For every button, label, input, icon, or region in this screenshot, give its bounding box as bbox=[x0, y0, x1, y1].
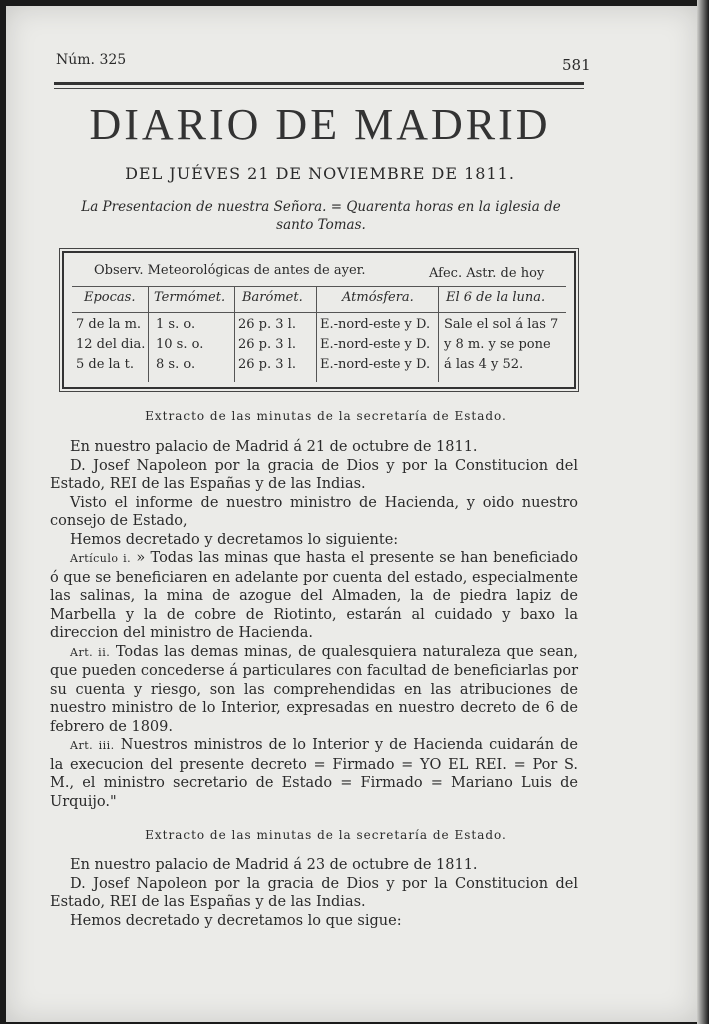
header-rule-thin bbox=[54, 88, 584, 89]
section-body bbox=[50, 856, 578, 930]
issue-number: Núm. 325 bbox=[56, 52, 127, 68]
article-paragraph bbox=[50, 643, 578, 737]
row-astro: á las 4 y 52. bbox=[444, 357, 524, 372]
paragraph: Visto el informe de nuestro ministro de Hacienda, y oido nuestro consejo de Estado, bbox=[50, 494, 578, 529]
paragraph: Hemos decretado y decretamos lo siguiente: bbox=[70, 531, 399, 548]
col-header-thermo: Termómet. bbox=[154, 290, 226, 305]
row-thermo: 1 s. o. bbox=[156, 317, 196, 332]
paragraph: En nuestro palacio de Madrid á 23 de octubre de 1811. bbox=[70, 857, 478, 873]
row-atmos: E.-nord-este y D. bbox=[320, 337, 431, 352]
col-header-atmos: Atmósfera. bbox=[342, 290, 414, 305]
paragraph: Hemos decretado y decretamos lo que sigue: bbox=[70, 912, 402, 929]
page-number: 581 bbox=[562, 56, 591, 74]
article-text: » Todas las minas que hasta el presente se han beneficiado ó que se beneficiaren en adelante por cuenta del estado, especialmente las salinas, la mina de azogue del Almaden, la de piedra lapiz de Marbella y la de cobre de Riotinto, estarán al cuidado y baxo la direccion del ministro de Hacienda. bbox=[50, 550, 578, 641]
row-atmos: E.-nord-este y D. bbox=[320, 317, 431, 332]
article-label: Artículo i. bbox=[70, 552, 132, 565]
section-title: Extracto de las minutas de la secretaría de Estado. bbox=[145, 828, 507, 842]
section-title: Extracto de las minutas de la secretaría de Estado. bbox=[145, 409, 507, 423]
row-baro: 26 p. 3 l. bbox=[238, 337, 296, 352]
col-header-epoch: Epocas. bbox=[84, 290, 136, 305]
article-paragraph bbox=[50, 549, 578, 643]
row-baro: 26 p. 3 l. bbox=[238, 317, 296, 332]
weather-divider bbox=[72, 312, 566, 313]
astro-title: Afec. Astr. de hoy bbox=[429, 266, 545, 281]
row-thermo: 10 s. o. bbox=[156, 337, 204, 352]
weather-row bbox=[64, 337, 574, 357]
row-astro: y 8 m. y se pone bbox=[444, 337, 551, 352]
article-label: Art. iii. bbox=[70, 739, 115, 752]
col-header-baro: Barómet. bbox=[242, 290, 303, 305]
feast-line: La Presentacion de nuestra Señora. = Quarenta horas en la iglesia de santo Tomas. bbox=[81, 199, 561, 233]
row-epoch: 5 de la t. bbox=[76, 357, 134, 372]
col-header-astro: El 6 de la luna. bbox=[446, 290, 546, 305]
row-atmos: E.-nord-este y D. bbox=[320, 357, 431, 372]
masthead: DIARIO DE MADRID bbox=[89, 100, 551, 149]
paragraph: D. Josef Napoleon por la gracia de Dios y por la Constitucion del Estado, REI de las Españas y de las Indias. bbox=[50, 875, 578, 910]
row-astro: Sale el sol á las 7 bbox=[444, 317, 559, 332]
dateline: DEL JUÉVES 21 DE NOVIEMBRE DE 1811. bbox=[125, 164, 515, 183]
section-body bbox=[50, 438, 578, 811]
newspaper-page bbox=[6, 6, 698, 1022]
paragraph: En nuestro palacio de Madrid á 21 de octubre de 1811. bbox=[70, 439, 478, 455]
header-rule bbox=[54, 82, 584, 85]
page-edge bbox=[697, 0, 709, 1024]
weather-table bbox=[62, 251, 576, 389]
weather-divider bbox=[72, 286, 566, 287]
article-text: Todas las demas minas, de qualesquiera naturaleza que sean, que pueden concederse á particulares con facultad de beneficiarlas por su cuenta y riesgo, son las comprehendidas en las atribuciones de nuestro ministro de lo Interior, expresadas en nuestro decreto de 6 de febrero de 1809. bbox=[50, 643, 578, 735]
paragraph: D. Josef Napoleon por la gracia de Dios y por la Constitucion del Estado, REI de las Españas y de las Indias. bbox=[50, 457, 578, 492]
row-epoch: 12 del dia. bbox=[76, 337, 146, 352]
row-thermo: 8 s. o. bbox=[156, 357, 196, 372]
article-paragraph bbox=[50, 736, 578, 811]
article-text: Nuestros ministros de lo Interior y de Hacienda cuidarán de la execucion del presente decreto = Firmado = YO EL REI. = Por S. M., el ministro secretario de Estado = Firmado = Mariano Luis de Urquijo." bbox=[50, 737, 578, 810]
weather-row bbox=[64, 357, 574, 377]
article-label: Art. ii. bbox=[70, 645, 111, 659]
row-epoch: 7 de la m. bbox=[76, 317, 142, 332]
weather-title: Observ. Meteorológicas de antes de ayer. bbox=[94, 263, 366, 278]
weather-row bbox=[64, 317, 574, 337]
row-baro: 26 p. 3 l. bbox=[238, 357, 296, 372]
